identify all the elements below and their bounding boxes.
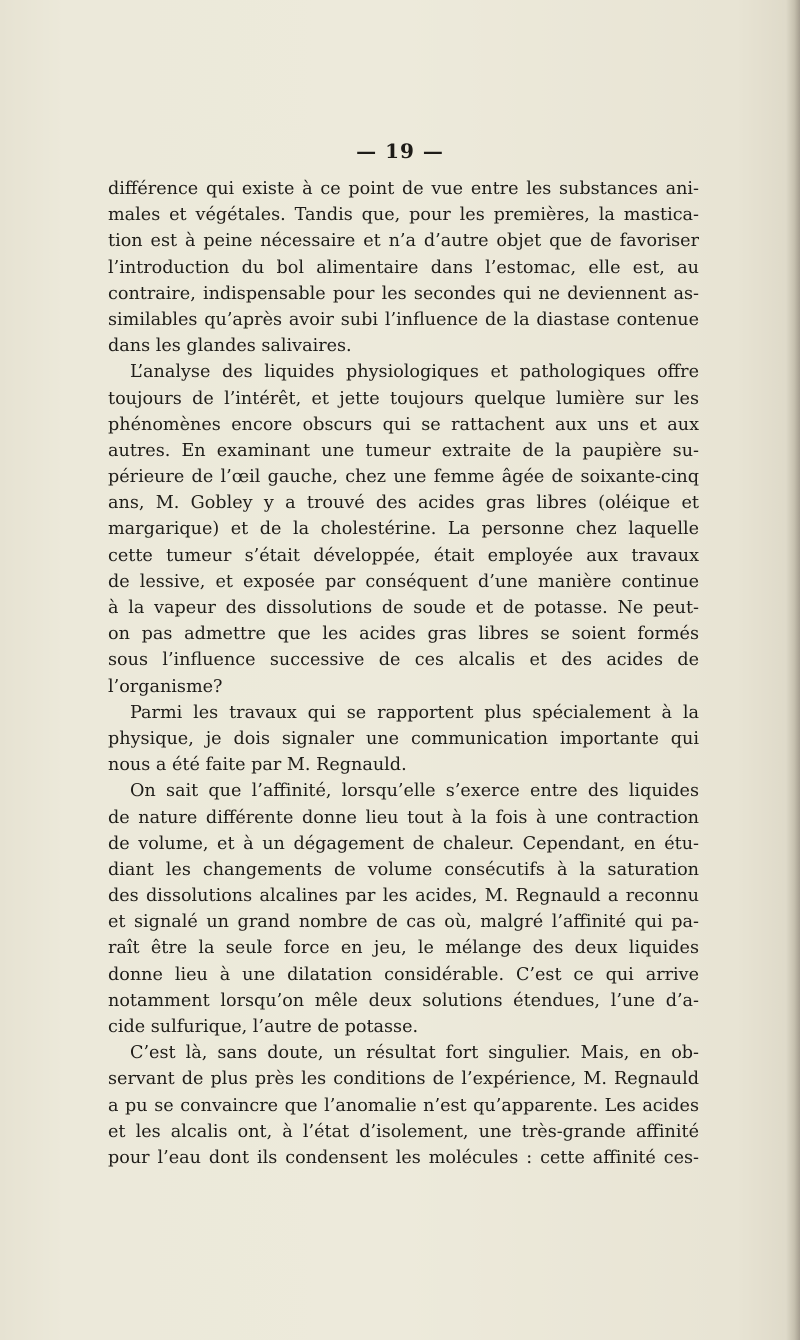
text-line: notamment lorsqu’on mêle deux solutions étendues, l’une d’a- (108, 990, 699, 1011)
text-line: dans les glandes salivaires. (108, 336, 352, 357)
text-line: périeure de l’œil gauche, chez une femme âgée de soixante-cinq (108, 467, 699, 488)
text-line: phénomènes encore obscurs qui se rattachent aux uns et aux (108, 414, 699, 435)
text-line: toujours de l’intérêt, et jette toujours quelque lumière sur les (108, 388, 699, 409)
text-line: servant de plus près les conditions de l’expérience, M. Regnauld (108, 1069, 699, 1090)
text-line: et signalé un grand nombre de cas où, malgré l’affinité qui pa- (108, 912, 699, 933)
text-line: raît être la seule force en jeu, le mélange des deux liquides (108, 938, 699, 959)
text-line: Parmi les travaux qui se rapportent plus spécialement à la (130, 702, 699, 723)
text-line: de nature différente donne lieu tout à la fois à une contraction (108, 807, 699, 828)
text-line: contraire, indispensable pour les secondes qui ne deviennent as- (108, 283, 699, 304)
text-line: et les alcalis ont, à l’état d’isolement, une très-grande affinité (108, 1121, 699, 1142)
text-line: sous l’influence successive de ces alcalis et des acides de (108, 650, 699, 671)
text-line: des dissolutions alcalines par les acides, M. Regnauld a reconnu (108, 886, 699, 907)
text-line: ans, M. Gobley y a trouvé des acides gras libres (oléique et (108, 493, 699, 514)
text-line: nous a été faite par M. Regnauld. (108, 755, 407, 776)
text-line: On sait que l’affinité, lorsqu’elle s’exerce entre des liquides (130, 781, 699, 802)
text-line: C’est là, sans doute, un résultat fort singulier. Mais, en ob- (130, 1043, 699, 1064)
text-line: tion est à peine nécessaire et n’a d’autre objet que de favoriser (108, 231, 699, 252)
body-text (108, 176, 699, 1171)
text-line: différence qui existe à ce point de vue entre les substances ani- (108, 179, 699, 199)
text-line: l’organisme? (108, 676, 223, 697)
text-line: males et végétales. Tandis que, pour les premières, la mastica- (108, 205, 699, 226)
text-line: on pas admettre que les acides gras libres se soient formés (108, 624, 699, 645)
text-line: de volume, et à un dégagement de chaleur. Cependant, en étu- (108, 833, 699, 854)
page-number: — 19 — (356, 139, 444, 163)
text-line: margarique) et de la cholestérine. La personne chez laquelle (108, 519, 699, 540)
text-line: a pu se convaincre que l’anomalie n’est qu’apparente. Les acides (108, 1095, 699, 1116)
text-line: de lessive, et exposée par conséquent d’une manière continue (108, 571, 699, 592)
text-line: cette tumeur s’était développée, était employée aux travaux (108, 545, 699, 566)
text-line: cide sulfurique, l’autre de potasse. (108, 1017, 419, 1037)
text-line: L’analyse des liquides physiologiques et pathologiques offre (130, 362, 699, 383)
text-line: physique, je dois signaler une communication importante qui (108, 728, 699, 749)
text-line: autres. En examinant une tumeur extraite de la paupière su- (108, 440, 699, 461)
text-line: à la vapeur des dissolutions de soude et de potasse. Ne peut- (108, 598, 699, 618)
text-line: diant les changements de volume consécutifs à la saturation (108, 859, 699, 880)
text-line: pour l’eau dont ils condensent les molécules : cette affinité ces- (108, 1147, 699, 1168)
text-line: l’introduction du bol alimentaire dans l’estomac, elle est, au (108, 257, 699, 278)
page-edge-shadow (786, 0, 800, 1340)
text-line: donne lieu à une dilatation considérable. C’est ce qui arrive (108, 964, 699, 985)
text-line: similables qu’après avoir subi l’influence de la diastase contenue (108, 309, 699, 330)
